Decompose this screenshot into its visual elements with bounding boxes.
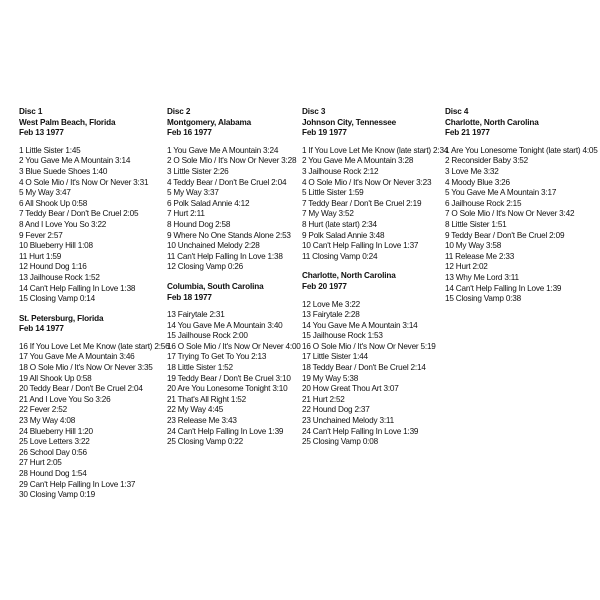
track-item: 10 Can't Help Falling In Love 1:37 [302,241,419,251]
track-item: 1 You Gave Me A Mountain 3:24 [167,145,279,155]
track-item: 13 Why Me Lord 3:11 [445,272,519,282]
track-item: 2 O Sole Mio / It's Now Or Never 3:28 [167,156,297,166]
show-section [167,118,303,273]
show-date: Feb 13 1977 [19,128,64,138]
disc-column-3 [302,107,449,448]
track-item: 15 Jailhouse Rock 1:53 [302,331,383,341]
venue-heading: Johnson City, Tennessee [302,117,397,127]
track-item: 13 Fairytale 2:28 [302,310,360,320]
track-item: 8 Hound Dog 2:58 [167,219,231,229]
track-item: 1 If You Love Let Me Know (late start) 2:34 [302,145,449,155]
track-item: 5 Little Sister 1:59 [302,188,364,198]
track-item: 23 My Way 4:08 [19,416,76,426]
track-item: 5 You Gave Me A Mountain 3:17 [445,188,557,198]
track-item: 22 Fever 2:52 [19,405,67,415]
track-item: 18 Little Sister 1:52 [167,363,233,373]
track-item: 7 Hurt 2:11 [167,209,205,219]
venue-heading: St. Petersburg, Florida [19,313,104,323]
disc-column-1 [19,107,170,501]
show-section [19,313,170,501]
track-item: 14 Can't Help Falling In Love 1:39 [445,283,562,293]
track-item: 16 O Sole Mio / It's Now Or Never 4:00 [167,341,301,351]
track-item: 3 Jailhouse Rock 2:12 [302,166,379,176]
disc-column-4 [445,107,598,305]
track-item: 27 Hurt 2:05 [19,458,62,468]
show-section [302,271,444,448]
track-item: 9 Teddy Bear / Don't Be Cruel 2:09 [445,230,565,240]
track-item: 24 Can't Help Falling In Love 1:39 [167,426,284,436]
track-item: 13 Fairytale 2:31 [167,310,225,320]
track-item: 11 Release Me 2:33 [445,251,515,261]
disc-column-2 [167,107,303,448]
track-item: 3 Little Sister 2:26 [167,166,229,176]
track-item: 11 Closing Vamp 0:24 [302,251,378,261]
track-item: 19 All Shook Up 0:58 [19,373,92,383]
track-item: 9 Where No One Stands Alone 2:53 [167,230,291,240]
track-item: 3 Blue Suede Shoes 1:40 [19,166,108,176]
track-item: 21 And I Love You So 3:26 [19,394,111,404]
track-item: 20 Are You Lonesome Tonight 3:10 [167,384,288,394]
track-list [19,146,161,305]
track-item: 12 Closing Vamp 0:26 [167,262,243,272]
track-list [19,341,170,501]
track-item: 23 Unchained Melody 3:11 [302,416,394,426]
track-item: 12 Love Me 3:22 [302,299,360,309]
track-item: 25 Closing Vamp 0:22 [167,437,243,447]
track-item: 6 Jailhouse Rock 2:15 [445,198,522,208]
track-item: 26 School Day 0:56 [19,447,87,457]
track-item: 2 You Gave Me A Mountain 3:28 [302,156,414,166]
track-item: 17 Trying To Get To You 2:13 [167,352,267,362]
venue-heading: Columbia, South Carolina [167,281,264,291]
track-item: 5 My Way 3:37 [167,188,219,198]
show-section [302,117,449,263]
track-item: 3 Love Me 3:32 [445,166,499,176]
show-section [19,118,161,305]
disc-label: Disc 3 [302,107,326,116]
track-item: 21 That's All Right 1:52 [167,394,246,404]
venue-heading: Charlotte, North Carolina [302,271,396,281]
track-item: 7 Teddy Bear / Don't Be Cruel 2:05 [19,209,139,219]
track-item: 19 My Way 5:38 [302,373,359,383]
track-item: 29 Can't Help Falling In Love 1:37 [19,479,136,489]
venue-heading: Montgomery, Alabama [167,117,252,127]
track-item: 12 Hound Dog 1:16 [19,262,87,272]
track-item: 28 Hound Dog 1:54 [19,469,87,478]
track-item: 6 Polk Salad Annie 4:12 [167,198,250,208]
track-item: 1 Are You Lonesome Tonight (late start) 4:05 [445,145,598,155]
track-item: 4 Moody Blue 3:26 [445,177,510,187]
track-item: 19 Teddy Bear / Don't Be Cruel 3:10 [167,373,291,383]
track-item: 6 All Shook Up 0:58 [19,198,88,208]
track-item: 10 Unchained Melody 2:28 [167,241,260,251]
disc-label: Disc 1 [19,107,43,116]
track-item: 4 O Sole Mio / It's Now Or Never 3:23 [302,177,432,187]
track-item: 11 Can't Help Falling In Love 1:38 [167,251,283,261]
track-list [167,146,303,273]
track-item: 17 You Gave Me A Mountain 3:46 [19,352,135,362]
track-item: 12 Hurt 2:02 [445,262,488,272]
track-item: 7 O Sole Mio / It's Now Or Never 3:42 [445,209,575,219]
track-item: 18 Teddy Bear / Don't Be Cruel 2:14 [302,363,426,373]
track-item: 23 Release Me 3:43 [167,416,237,426]
show-section [167,282,303,448]
track-list [302,145,449,263]
show-date: Feb 20 1977 [302,281,347,291]
track-item: 16 O Sole Mio / It's Now Or Never 5:19 [302,341,436,351]
track-item: 15 Closing Vamp 0:14 [19,294,95,304]
track-list [302,300,444,448]
track-item: 9 Fever 2:57 [19,230,63,240]
venue-heading: Charlotte, North Carolina [445,117,539,127]
track-item: 22 My Way 4:45 [167,405,224,415]
track-item: 20 How Great Thou Art 3:07 [302,384,399,394]
track-item: 22 Hound Dog 2:37 [302,405,370,415]
track-item: 7 Teddy Bear / Don't Be Cruel 2:19 [302,198,422,208]
track-item: 8 Hurt (late start) 2:34 [302,219,377,229]
show-date: Feb 19 1977 [302,128,347,138]
track-list [445,145,598,305]
show-date: Feb 21 1977 [445,128,490,138]
track-item: 4 O Sole Mio / It's Now Or Never 3:31 [19,177,149,187]
track-item: 8 Little Sister 1:51 [445,219,507,229]
track-item: 11 Hurt 1:59 [19,251,62,261]
track-item: 17 Little Sister 1:44 [302,352,368,362]
track-item: 5 My Way 3:47 [19,188,71,198]
venue-heading: West Palm Beach, Florida [19,117,116,127]
disc-label: Disc 4 [445,107,469,116]
track-item: 15 Jailhouse Rock 2:00 [167,331,248,341]
track-item: 14 You Gave Me A Mountain 3:40 [167,320,283,330]
track-item: 25 Love Letters 3:22 [19,437,90,447]
track-item: 2 You Gave Me A Mountain 3:14 [19,156,131,166]
show-date: Feb 18 1977 [167,292,212,302]
track-item: 10 My Way 3:58 [445,241,502,251]
track-item: 2 Reconsider Baby 3:52 [445,156,528,166]
track-item: 14 Can't Help Falling In Love 1:38 [19,283,136,293]
track-item: 15 Closing Vamp 0:38 [445,294,521,304]
show-section [445,117,598,305]
show-date: Feb 14 1977 [19,324,64,334]
track-item: 9 Polk Salad Annie 3:48 [302,230,385,240]
track-item: 8 And I Love You So 3:22 [19,219,107,229]
track-item: 16 If You Love Let Me Know (late start) 2:56 [19,341,170,351]
track-item: 20 Teddy Bear / Don't Be Cruel 2:04 [19,384,143,394]
track-item: 4 Teddy Bear / Don't Be Cruel 2:04 [167,177,287,187]
track-item: 24 Can't Help Falling In Love 1:39 [302,426,419,436]
track-item: 21 Hurt 2:52 [302,394,345,404]
track-item: 18 O Sole Mio / It's Now Or Never 3:35 [19,363,153,373]
track-item: 13 Jailhouse Rock 1:52 [19,272,100,282]
track-item: 24 Blueberry Hill 1:20 [19,426,93,436]
track-item: 7 My Way 3:52 [302,209,354,219]
disc-label: Disc 2 [167,107,191,116]
track-item: 14 You Gave Me A Mountain 3:14 [302,320,418,330]
track-item: 10 Blueberry Hill 1:08 [19,241,93,251]
track-list [167,310,303,448]
show-date: Feb 16 1977 [167,128,212,138]
track-item: 30 Closing Vamp 0:19 [19,490,95,500]
track-item: 25 Closing Vamp 0:08 [302,437,378,447]
track-item: 1 Little Sister 1:45 [19,145,81,155]
